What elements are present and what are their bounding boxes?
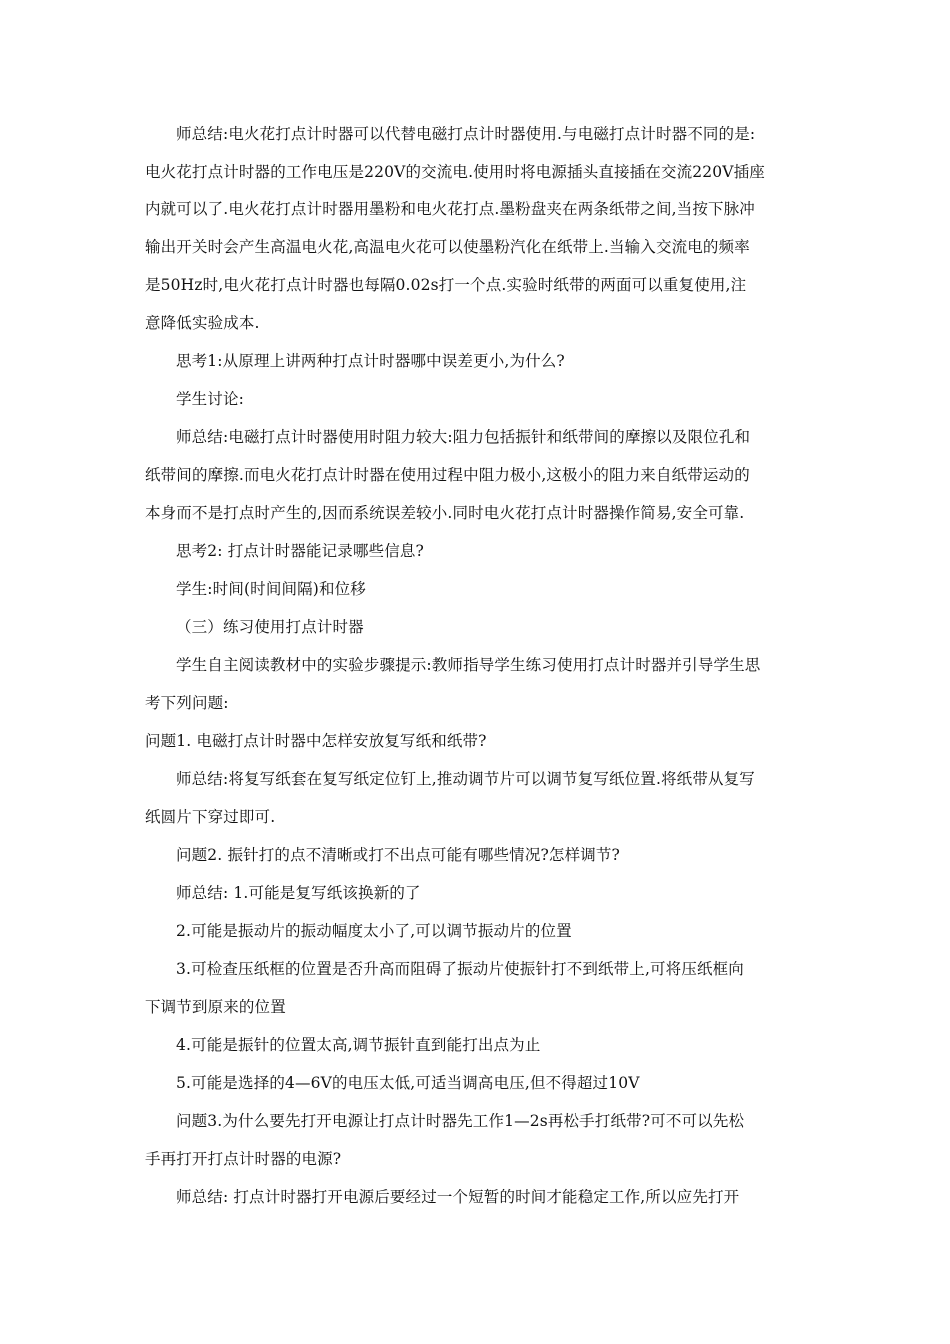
text-line: 考下列问题: — [145, 694, 229, 712]
text-line: 是50Hz时,电火花打点计时器也每隔0.02s打一个点.实验时纸带的两面可以重复使用,注 — [145, 276, 747, 294]
text-line: 3.可检查压纸框的位置是否升高而阻碍了振动片使振针打不到纸带上,可将压纸框向 — [176, 960, 744, 978]
text-line: 4.可能是振针的位置太高,调节振针直到能打出点为止 — [176, 1036, 541, 1054]
text-line: 师总结:将复写纸套在复写纸定位钉上,推动调节片可以调节复写纸位置.将纸带从复写 — [176, 770, 755, 788]
text-line: （三）练习使用打点计时器 — [176, 618, 364, 636]
text-line: 问题3.为什么要先打开电源让打点计时器先工作1—2s再松手打纸带?可不可以先松 — [176, 1112, 745, 1130]
text-line: 师总结:电磁打点计时器使用时阻力较大:阻力包括振针和纸带间的摩擦以及限位孔和 — [176, 428, 751, 446]
text-line: 内就可以了.电火花打点计时器用墨粉和电火花打点.墨粉盘夹在两条纸带之间,当按下脉冲 — [145, 200, 755, 218]
text-line: 思考1:从原理上讲两种打点计时器哪中误差更小,为什么? — [176, 352, 565, 370]
text-line: 学生讨论: — [176, 390, 244, 408]
text-line: 问题2. 振针打的点不清晰或打不出点可能有哪些情况?怎样调节? — [176, 846, 620, 864]
text-line: 5.可能是选择的4—6V的电压太低,可适当调高电压,但不得超过10V — [176, 1074, 640, 1092]
text-line: 2.可能是振动片的振动幅度太小了,可以调节振动片的位置 — [176, 922, 572, 940]
text-line: 师总结:电火花打点计时器可以代替电磁打点计时器使用.与电磁打点计时器不同的是: — [176, 125, 756, 143]
text-line: 意降低实验成本. — [145, 314, 260, 332]
text-line: 师总结: 1.可能是复写纸该换新的了 — [176, 884, 421, 902]
text-line: 输出开关时会产生高温电火花,高温电火花可以使墨粉汽化在纸带上.当输入交流电的频率 — [145, 238, 750, 256]
text-line: 师总结: 打点计时器打开电源后要经过一个短暂的时间才能稳定工作,所以应先打开 — [176, 1188, 740, 1206]
text-line: 学生自主阅读教材中的实验步骤提示:教师指导学生练习使用打点计时器并引导学生思 — [176, 656, 761, 674]
text-line: 本身而不是打点时产生的,因而系统误差较小.同时电火花打点计时器操作简易,安全可靠. — [145, 504, 745, 522]
text-line: 纸圆片下穿过即可. — [145, 808, 276, 826]
text-line: 思考2: 打点计时器能记录哪些信息? — [176, 542, 425, 560]
text-line: 电火花打点计时器的工作电压是220V的交流电.使用时将电源插头直接插在交流220V插座 — [145, 163, 765, 181]
text-line: 问题1. 电磁打点计时器中怎样安放复写纸和纸带? — [145, 732, 487, 750]
text-line: 手再打开打点计时器的电源? — [145, 1150, 342, 1168]
text-line: 下调节到原来的位置 — [145, 998, 286, 1016]
text-line: 学生:时间(时间间隔)和位移 — [176, 580, 366, 598]
text-line: 纸带间的摩擦.而电火花打点计时器在使用过程中阻力极小,这极小的阻力来自纸带运动的 — [145, 466, 750, 484]
